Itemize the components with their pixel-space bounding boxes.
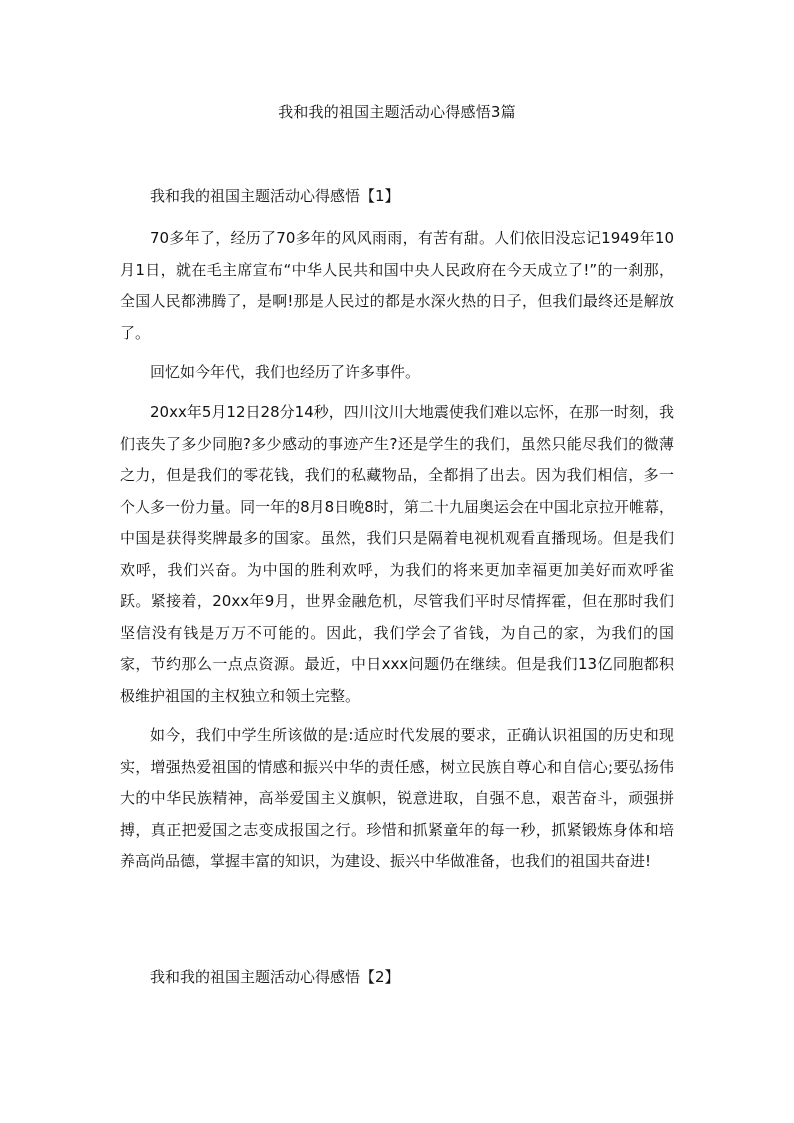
- section-heading-2: 我和我的祖国主题活动心得感悟【2】: [150, 968, 400, 986]
- paragraph-1: 70多年了，经历了70多年的风风雨雨，有苦有甜。人们依旧没忘记1949年10月1日，就在毛主席宣布“中华人民共和国中央人民政府在今天成立了!”的一刹那，全国人民都沸腾了，是啊!那是人民过的都是水深火热的日子，但我们最终还是解放了。: [120, 229, 674, 342]
- paragraph-3: 20xx年5月12日28分14秒，四川汶川大地震使我们难以忘怀，在那一时刻，我们丧失了多少同胞?多少感动的事迹产生?还是学生的我们，虽然只能尽我们的微薄之力，但是我们的零花钱，我们的私藏物品，全都捐了出去。因为我们相信，多一个人多一份力量。同一年的8月8日晚8时，第二十九届奥运会在中国北京拉开帷幕，中国是获得奖牌最多的国家。虽然，我们只是隔着电视机观看直播现场。但是我们欢呼，我们兴奋。为中国的胜利欢呼，为我们的将来更加幸福更加美好而欢呼雀跃。紧接着，20xx年9月，世界金融危机，尽管我们平时尽情挥霍，但在那时我们坚信没有钱是万万不可能的。因此，我们学会了省钱，为自己的家，为我们的国家，节约那么一点点资源。最近，中日xxx问题仍在继续。但是我们13亿同胞都积极维护祖国的主权独立和领土完整。: [120, 403, 674, 705]
- section-heading-1: 我和我的祖国主题活动心得感悟【1】: [150, 187, 400, 205]
- paragraph-4: 如今，我们中学生所该做的是:适应时代发展的要求，正确认识祖国的历史和现实，增强热爱祖国的情感和振兴中华的责任感，树立民族自尊心和自信心;要弘扬伟大的中华民族精神，高举爱国主义旗帜，锐意进取，自强不息，艰苦奋斗，顽强拼搏，真正把爱国之志变成报国之行。珍惜和抓紧童年的每一秒，抓紧锻炼身体和培养高尚品德，掌握丰富的知识，为建设、振兴中华做准备，也我们的祖国共奋进!: [120, 726, 674, 870]
- document-title: 我和我的祖国主题活动心得感悟3篇: [278, 103, 516, 121]
- paragraph-2: 回忆如今年代，我们也经历了许多事件。: [150, 363, 421, 381]
